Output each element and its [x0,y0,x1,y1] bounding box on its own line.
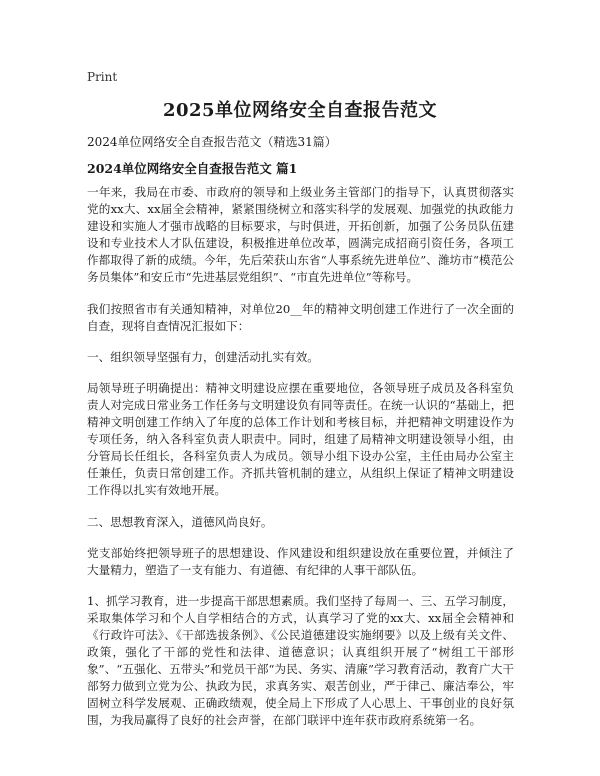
paragraph: 1、抓学习教育，进一步提高干部思想素质。我们坚持了每周一、三、五学习制度，采取集体学习和个人自学相结合的方式，认真学习了党的xx大、xx届全会精神和《行政许可法》、《干部选拔条例》、《公民道德建设实施纲要》以及上级有关文件、政策，强化了干部的党性和法律、道德意识；认真组织开展了“树组工干部形象”、“五强化、五带头”和党员干部“为民、务实、清廉”学习教育活动，教育广大干部努力做到立党为公、执政为民，求真务实、艰苦创业，严于律己、廉洁奉公，牢固树立科学发展观、正确政绩观，使全局上下形成了人心思上、干事创业的良好氛围，为我局赢得了良好的社会声誉，在部门联评中连年获市政府系统第一名。 [87,593,514,728]
paragraph: 局领导班子明确提出：精神文明建设应摆在重要地位，各领导班子成员及各科室负责人对完成日常业务工作任务与文明建设负有同等责任。在统一认识的“基础上，把精神文明创建工作纳入了年度的总体工作计划和考核目标，并把精神文明建设作为专项任务，纳入各科室负责人职责中。同时，组建了局精神文明建设领导小组，由分管局长任组长，各科室负责人为成员。领导小组下设办公室，主任由局办公室主任兼任，负责日常创建工作。齐抓共管机制的建立，从组织上保证了精神文明建设工作得以扎实有效地开展。 [87,380,514,498]
paragraph: 一、组织领导坚强有力，创建活动扎实有效。 [87,349,319,364]
document-title: 2025单位网络安全自查报告范文 [162,100,438,121]
print-link[interactable]: Print [87,70,118,84]
paragraph: 一年来，我局在市委、市政府的领导和上级业务主管部门的指导下，认真贯彻落实党的xx大、xx届全会精神，紧紧围绕树立和落实科学的发展观、加强党的执政能力建设和实施人才强市战略的目标要求，与时俱进，开拓创新，加强了公务员队伍建设和专业技术人才队伍建设，积极推进单位改革，圆满完成招商引资任务，各项工作都取得了新的成绩。今年，先后荣获山东省“人事系统先进单位”、潍坊市“模范公务员集体”和安丘市“先进基层党组织”、“市直先进单位”等称号。 [87,185,514,285]
paragraph: 党支部始终把领导班子的思想建设、作风建设和组织建设放在重要位置，并倾注了大量精力，塑造了一支有能力、有道德、有纪律的人事干部队伍。 [87,545,514,577]
document-subtitle: 2024单位网络安全自查报告范文（精选31篇） [87,135,337,149]
section-heading: 2024单位网络安全自查报告范文 篇1 [87,161,298,176]
paragraph: 我们按照省市有关通知精神，对单位20__年的精神文明创建工作进行了一次全面的自查，现将自查情况汇报如下： [87,301,514,333]
document-body [87,184,514,744]
paragraph: 二、思想教育深入，道德风尚良好。 [87,514,273,529]
